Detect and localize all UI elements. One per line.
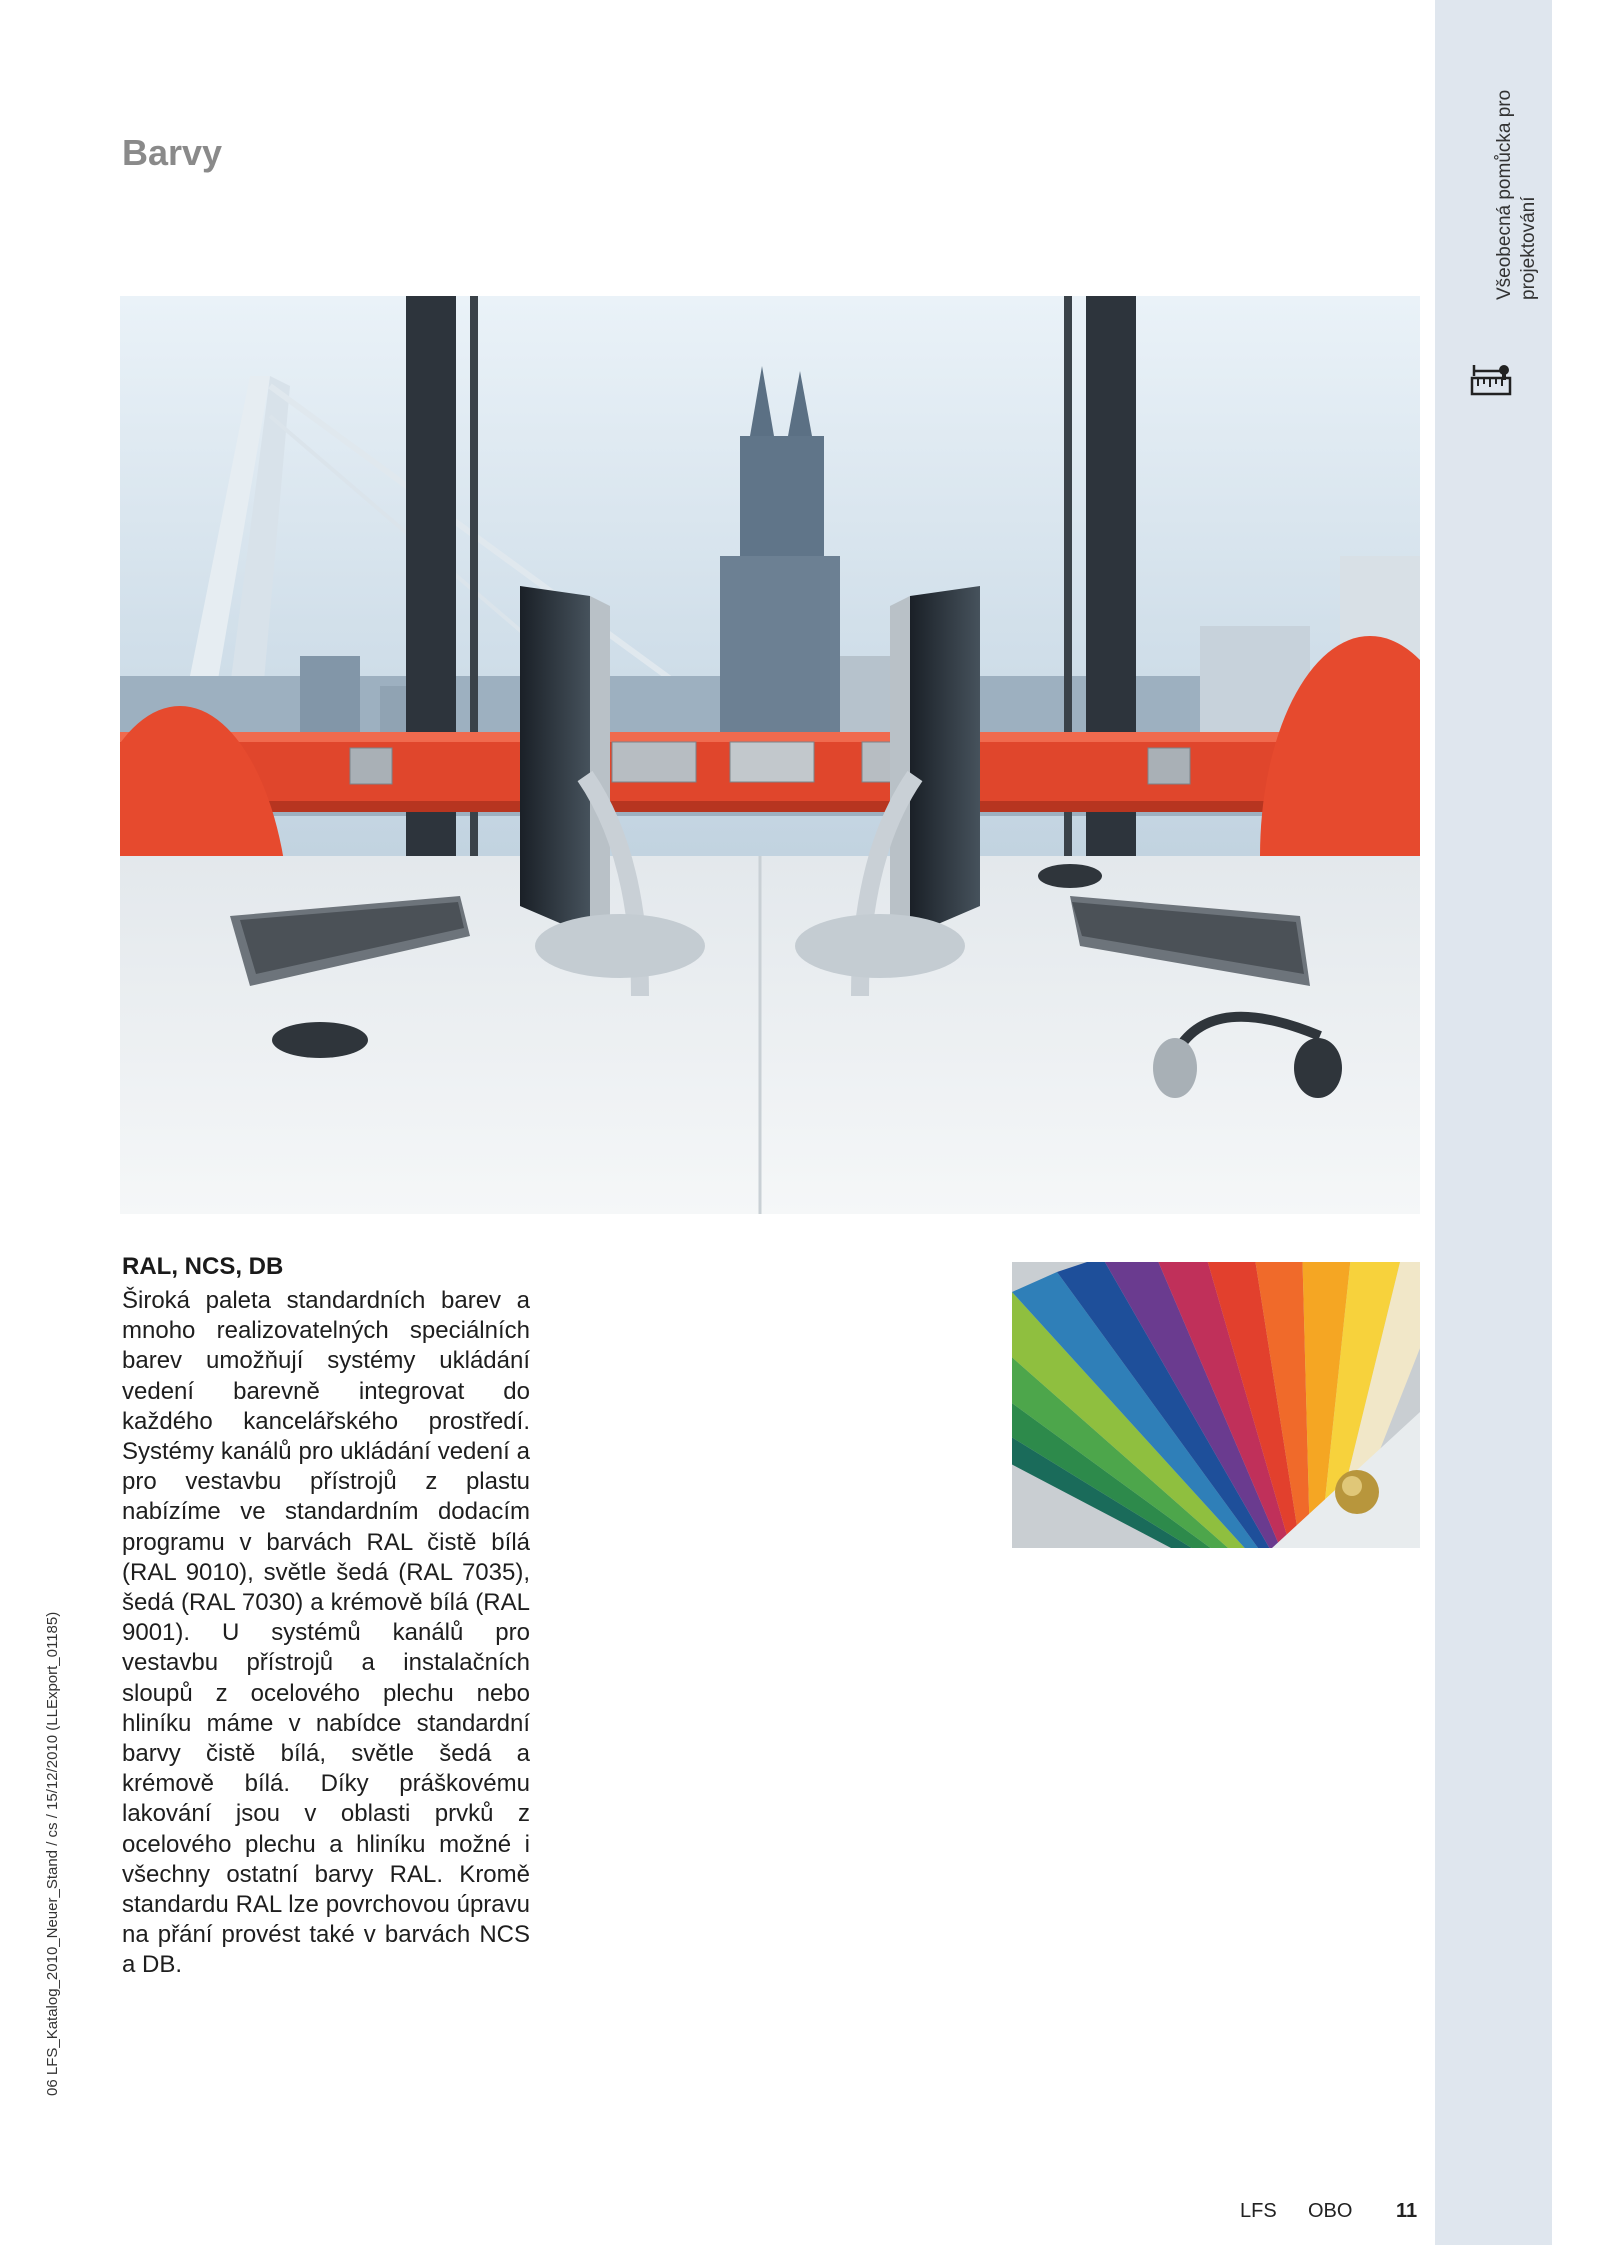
footer-brand: LFS: [1240, 2200, 1277, 2222]
planning-tools-icon: [1470, 362, 1514, 398]
sidebar-band: [1435, 0, 1552, 2245]
sidebar-label: Všeobecná pomůcka pro projektování: [1494, 89, 1539, 300]
office-desks-photo: [120, 296, 1420, 1214]
print-info: 06 LFS_Katalog_2010_Neuer_Stand / cs / 15/12/2010 (LLExport_01185): [44, 1611, 61, 2096]
section-heading: RAL, NCS, DB: [122, 1253, 284, 1280]
page-number: 11: [1396, 2200, 1418, 2222]
color-fan-photo: [1012, 1262, 1420, 1548]
footer-company: OBO: [1308, 2200, 1353, 2222]
page-title: Barvy: [122, 132, 223, 173]
section-body: Široká paleta standardních barev a mnoho realizovatelných speciálních barev umožňují systémy ukládání vedení barevně integrovat do každého kancelářského prostředí. Systémy kanálů pro ukládání vedení a pro vestavbu přístrojů z plastu nabízíme ve standardním dodacím programu v barvách RAL čistě bílá (RAL 9010), světle šedá (RAL 7035), šedá (RAL 7030) a krémově bílá (RAL 9001). U systémů kanálů pro vestavbu přístrojů a instalačních sloupů z ocelového plechu nebo hliníku máme v nabídce standardní barvy čistě bílá, světle šedá a krémově bílá. Díky práškovému lakování jsou v oblasti prvků z ocelového plechu a hliníku možné i všechny ostatní barvy RAL. Kromě standardu RAL lze povrchovou úpravu na přání provést také v barvách NCS a DB.: [122, 1287, 530, 1979]
colors-section: [122, 1252, 530, 1981]
